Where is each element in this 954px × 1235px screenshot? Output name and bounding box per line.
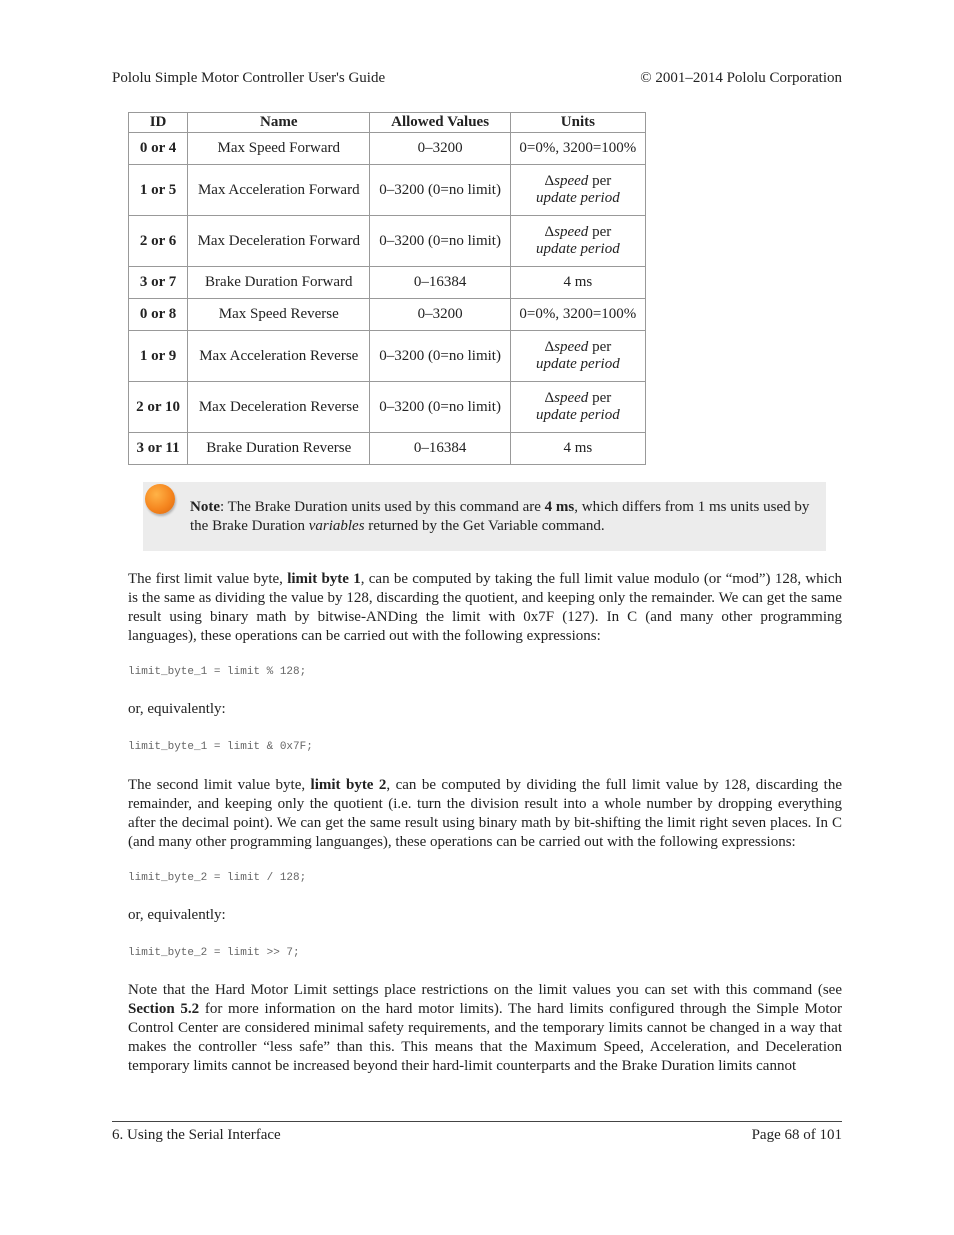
units-update-period: update period [535, 241, 620, 257]
footer-divider [112, 1121, 842, 1122]
text-part: , can be computed by dividing the full limit value by 128, discarding the remainder, and keeping only the quotient (i.e. turn the division result into a whole number by dropping everything after the decimal point). We can get the same result using binary math by bit-shifting the limit right seven places. In C (and many other programming languanges), these operations can be carried out with the following expressions: [128, 777, 842, 850]
cell-units [510, 382, 645, 433]
column-header-units: Units [510, 113, 645, 133]
paragraph-limit-byte-2 [128, 776, 842, 852]
note-text-part: : The Brake Duration units used by this command are [220, 499, 545, 515]
running-header-copyright: © 2001–2014 Pololu Corporation [640, 70, 842, 86]
cell-id: 2 or 6 [129, 216, 188, 267]
footer-chapter: 6. Using the Serial Interface [112, 1127, 281, 1143]
note-text [190, 498, 815, 536]
equivalently-text: or, equivalently: [128, 907, 226, 923]
text-part: The first limit value byte, [128, 571, 288, 587]
delta-symbol: Δ [544, 390, 555, 406]
table-row [129, 165, 646, 216]
cell-units [510, 165, 645, 216]
paragraph-hard-limits [128, 981, 842, 1076]
cell-name: Max Speed Reverse [188, 299, 370, 331]
text-part: for more information on the hard motor limits). The hard limits configured through the Simple Motor Control Center are considered minimal safety requirements, and the temporary limits cannot be changed in a way that makes the controller “less safe” than this. This means that the Maximum Speed, Acceleration, and Deceleration temporary limits cannot be increased beyond their hard-limit counterparts and the Brake Duration limits cannot [128, 1001, 842, 1074]
table-row [129, 267, 646, 299]
units-italic: speed [554, 224, 589, 240]
text-part: , can be computed by taking the full limit value modulo (or “mod”) 128, which is the same as dividing the value by 128, discarding the quotient, and keeping only the remainder. We can get the same result using binary math by bitwise-ANDing the limit with 0x7F (127). In C (and many other programming languages), these operations can be carried out with the following expressions: [128, 571, 842, 644]
table-row [129, 331, 646, 382]
cell-id: 3 or 7 [129, 267, 188, 299]
cell-id: 3 or 11 [129, 433, 188, 465]
motor-limits-table [128, 112, 646, 465]
cell-units: 0=0%, 3200=100% [510, 299, 645, 331]
delta-symbol: Δ [544, 173, 555, 189]
cell-units: 0=0%, 3200=100% [510, 133, 645, 165]
delta-symbol: Δ [544, 339, 555, 355]
section-reference-link: Section 5.2 [128, 1001, 200, 1017]
cell-name: Max Deceleration Forward [188, 216, 370, 267]
cell-allowed-values: 0–3200 (0=no limit) [370, 165, 510, 216]
cell-id: 2 or 10 [129, 382, 188, 433]
note-callout [143, 482, 826, 551]
note-text-part: , which differs from 1 ms units used by the Brake Duration [190, 499, 810, 534]
footer-page-number: Page 68 of 101 [751, 1127, 842, 1143]
units-italic: speed [554, 390, 589, 406]
equivalently-text: or, equivalently: [128, 701, 226, 717]
cell-allowed-values: 0–3200 [370, 133, 510, 165]
units-update-period: update period [535, 356, 620, 372]
note-bold-units: 4 ms [544, 499, 575, 515]
table-row [129, 299, 646, 331]
table-row [129, 133, 646, 165]
units-per: per [588, 173, 612, 189]
cell-allowed-values: 0–3200 (0=no limit) [370, 382, 510, 433]
note-text-part: returned by the Get Variable command. [364, 518, 605, 534]
table-row [129, 382, 646, 433]
cell-units: 4 ms [510, 267, 645, 299]
code-example-bit-shift: limit_byte_2 = limit >> 7; [128, 947, 300, 959]
column-header-name: Name [188, 113, 370, 133]
paragraph-limit-byte-1 [128, 570, 842, 646]
cell-id: 0 or 4 [129, 133, 188, 165]
table-row [129, 216, 646, 267]
cell-name: Max Acceleration Reverse [188, 331, 370, 382]
note-bullet-icon [145, 484, 175, 514]
cell-allowed-values: 0–16384 [370, 267, 510, 299]
table-row [129, 433, 646, 465]
code-example-modulo: limit_byte_1 = limit % 128; [128, 666, 307, 678]
cell-units [510, 331, 645, 382]
cell-name: Max Acceleration Forward [188, 165, 370, 216]
units-per: per [588, 224, 612, 240]
term-limit-byte-1: limit byte 1 [287, 571, 361, 587]
cell-allowed-values: 0–16384 [370, 433, 510, 465]
cell-allowed-values: 0–3200 (0=no limit) [370, 331, 510, 382]
units-per: per [588, 390, 612, 406]
units-update-period: update period [535, 190, 620, 206]
cell-id: 1 or 5 [129, 165, 188, 216]
cell-units [510, 216, 645, 267]
delta-symbol: Δ [544, 224, 555, 240]
units-update-period: update period [535, 407, 620, 423]
text-part: Note that the Hard Motor Limit settings place restrictions on the limit values you can set with this command (see [128, 982, 842, 998]
cell-name: Max Speed Forward [188, 133, 370, 165]
column-header-id: ID [129, 113, 188, 133]
column-header-allowed-values: Allowed Values [370, 113, 510, 133]
cell-id: 1 or 9 [129, 331, 188, 382]
running-header-title: Pololu Simple Motor Controller User's Guide [112, 70, 386, 86]
cell-name: Brake Duration Forward [188, 267, 370, 299]
cell-id: 0 or 8 [129, 299, 188, 331]
term-limit-byte-2: limit byte 2 [310, 777, 387, 793]
note-italic-variables: variables [308, 518, 365, 534]
cell-units: 4 ms [510, 433, 645, 465]
cell-name: Max Deceleration Reverse [188, 382, 370, 433]
units-italic: speed [554, 173, 589, 189]
text-part: The second limit value byte, [128, 777, 311, 793]
cell-allowed-values: 0–3200 [370, 299, 510, 331]
units-per: per [588, 339, 612, 355]
note-label: Note [190, 499, 220, 515]
cell-allowed-values: 0–3200 (0=no limit) [370, 216, 510, 267]
code-example-bitwise-and: limit_byte_1 = limit & 0x7F; [128, 741, 313, 753]
cell-name: Brake Duration Reverse [188, 433, 370, 465]
code-example-division: limit_byte_2 = limit / 128; [128, 872, 307, 884]
units-italic: speed [554, 339, 589, 355]
